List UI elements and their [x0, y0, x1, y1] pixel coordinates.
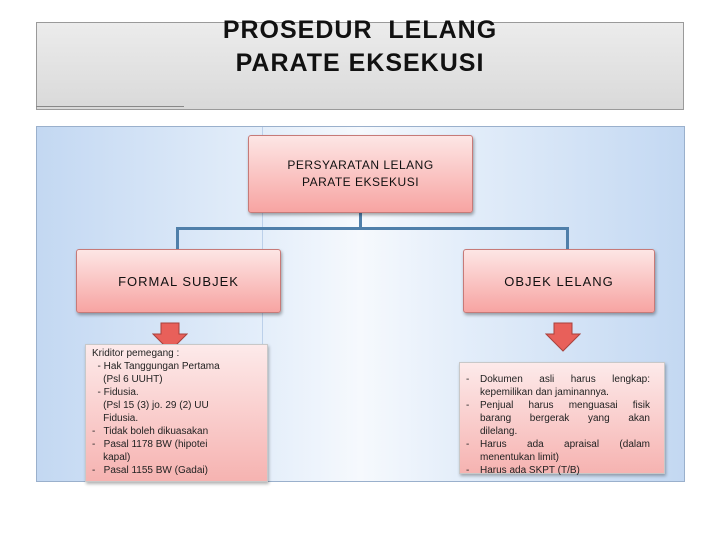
list-item-text: Harus ada apraisal (dalam: [480, 439, 650, 450]
formal-subjek-details: [85, 344, 268, 482]
objek-lelang-label: OBJEK LELANG: [504, 273, 614, 289]
root-node-line-2: PARATE EKSEKUSI: [301, 175, 420, 189]
root-node-line-1: PERSYARATAN LELANG: [287, 158, 434, 172]
detail-line: - Fidusia.: [92, 387, 139, 398]
formal-subjek-node: [76, 249, 281, 313]
list-bullet: -: [466, 374, 470, 385]
title-line-1: PROSEDUR LELANG: [222, 16, 498, 44]
formal-subjek-label: FORMAL SUBJEK: [118, 273, 239, 289]
list-item-text: Penjual harus menguasai fisik: [480, 400, 650, 411]
list-item-text: dilelang.: [480, 426, 518, 437]
detail-line: (Psl 6 UUHT): [92, 374, 163, 385]
detail-line: kapal): [92, 452, 131, 463]
detail-line: - Pasal 1155 BW (Gadai): [92, 465, 208, 476]
detail-line: (Psl 15 (3) jo. 29 (2) UU: [92, 400, 209, 411]
connector-left-drop: [176, 227, 179, 249]
detail-line: Kriditor pemegang :: [92, 348, 180, 359]
list-item: [466, 399, 650, 438]
list-item-text: barang bergerak yang akan: [480, 413, 650, 424]
detail-line: - Pasal 1178 BW (hipotei: [92, 439, 208, 450]
list-item-text: menentukan limit): [480, 452, 559, 463]
list-bullet: -: [466, 439, 470, 450]
list-item: [466, 438, 650, 464]
list-bullet: -: [466, 400, 470, 411]
connector-horizontal: [176, 227, 569, 230]
title-underline: [36, 106, 184, 107]
objek-lelang-details: [459, 362, 665, 474]
objek-lelang-node: [463, 249, 655, 313]
title-line-2: PARATE EKSEKUSI: [235, 49, 485, 77]
root-node: [248, 135, 473, 213]
detail-line: Fidusia.: [92, 413, 139, 424]
detail-line: - Tidak boleh dikuasakan: [92, 426, 209, 437]
down-arrow-right-icon: [545, 322, 581, 352]
list-item: [466, 373, 650, 399]
list-item-text: Harus ada SKPT (T/B): [480, 465, 580, 476]
list-item-text: kepemilikan dan jaminannya.: [480, 387, 609, 398]
list-item: [466, 464, 650, 477]
connector-right-drop: [566, 227, 569, 249]
list-item-text: Dokumen asli harus lengkap:: [480, 374, 650, 385]
list-bullet: -: [466, 465, 470, 476]
page-title: [0, 14, 720, 80]
detail-line: - Hak Tanggungan Pertama: [92, 361, 220, 372]
